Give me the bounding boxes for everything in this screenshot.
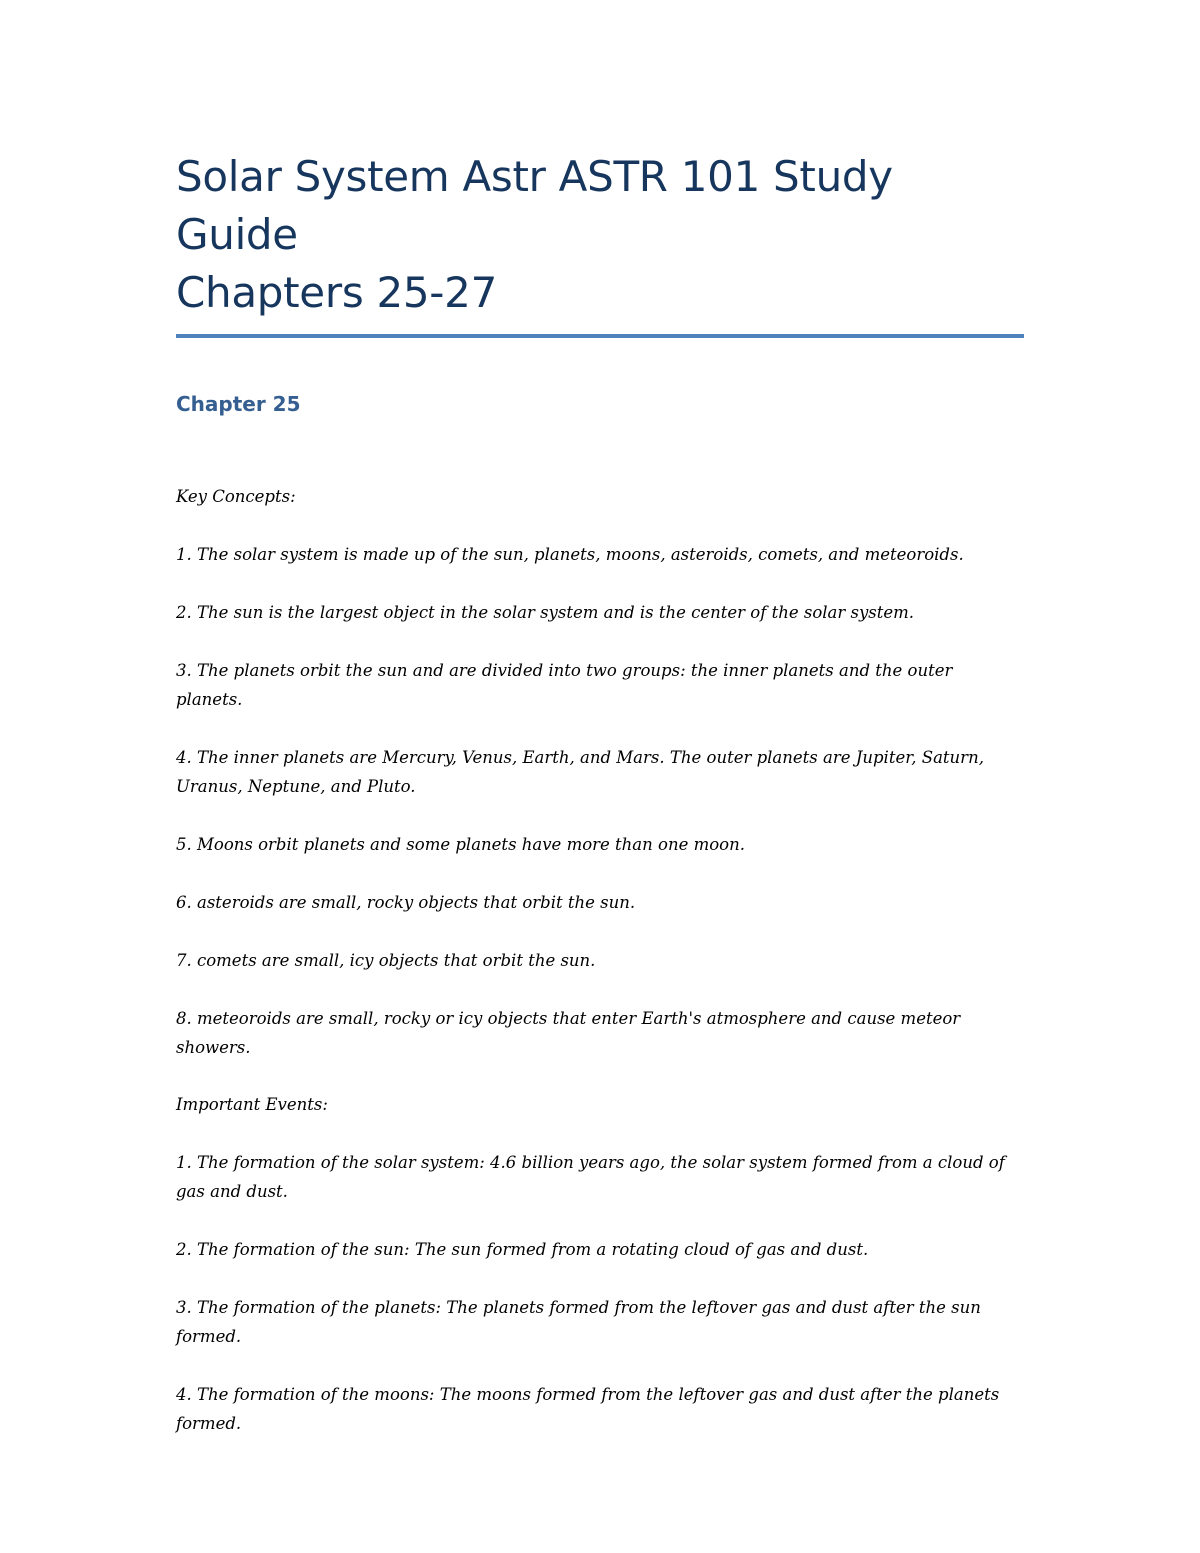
key-concept-item: 2. The sun is the largest object in the solar system and is the center of the solar system. bbox=[176, 603, 915, 622]
important-event-item: 1. The formation of the solar system: 4.6 billion years ago, the solar system formed from a cloud of gas and dust. bbox=[176, 1153, 1005, 1201]
key-concept-item: 8. meteoroids are small, rocky or icy objects that enter Earth's atmosphere and cause meteor showers. bbox=[176, 1009, 961, 1057]
important-event-item: 4. The formation of the moons: The moons formed from the leftover gas and dust after the planets formed. bbox=[176, 1385, 1000, 1433]
key-concept-item: 3. The planets orbit the sun and are divided into two groups: the inner planets and the outer planets. bbox=[176, 661, 953, 709]
key-concept-item: 1. The solar system is made up of the sun, planets, moons, asteroids, comets, and meteoroids. bbox=[176, 545, 964, 564]
important-events-label: Important Events: bbox=[176, 1095, 328, 1114]
document-title bbox=[176, 148, 1024, 322]
key-concept-item: 6. asteroids are small, rocky objects that orbit the sun. bbox=[176, 893, 636, 912]
key-concepts-label: Key Concepts: bbox=[176, 487, 296, 506]
document-title-line-1: Solar System Astr ASTR 101 Study Guide bbox=[176, 152, 893, 259]
key-concept-item: 5. Moons orbit planets and some planets have more than one moon. bbox=[176, 835, 745, 854]
important-event-item: 2. The formation of the sun: The sun formed from a rotating cloud of gas and dust. bbox=[176, 1240, 869, 1259]
chapter-heading: Chapter 25 bbox=[176, 392, 301, 416]
document-content bbox=[176, 148, 1024, 1438]
document-title-line-2: Chapters 25-27 bbox=[176, 268, 497, 317]
important-event-item: 3. The formation of the planets: The planets formed from the leftover gas and dust after the sun formed. bbox=[176, 1298, 981, 1346]
key-concept-item: 4. The inner planets are Mercury, Venus, Earth, and Mars. The outer planets are Jupiter, Saturn, Uranus, Neptune, and Pluto. bbox=[176, 748, 984, 796]
title-underline-rule bbox=[176, 334, 1024, 338]
key-concept-item: 7. comets are small, icy objects that orbit the sun. bbox=[176, 951, 596, 970]
